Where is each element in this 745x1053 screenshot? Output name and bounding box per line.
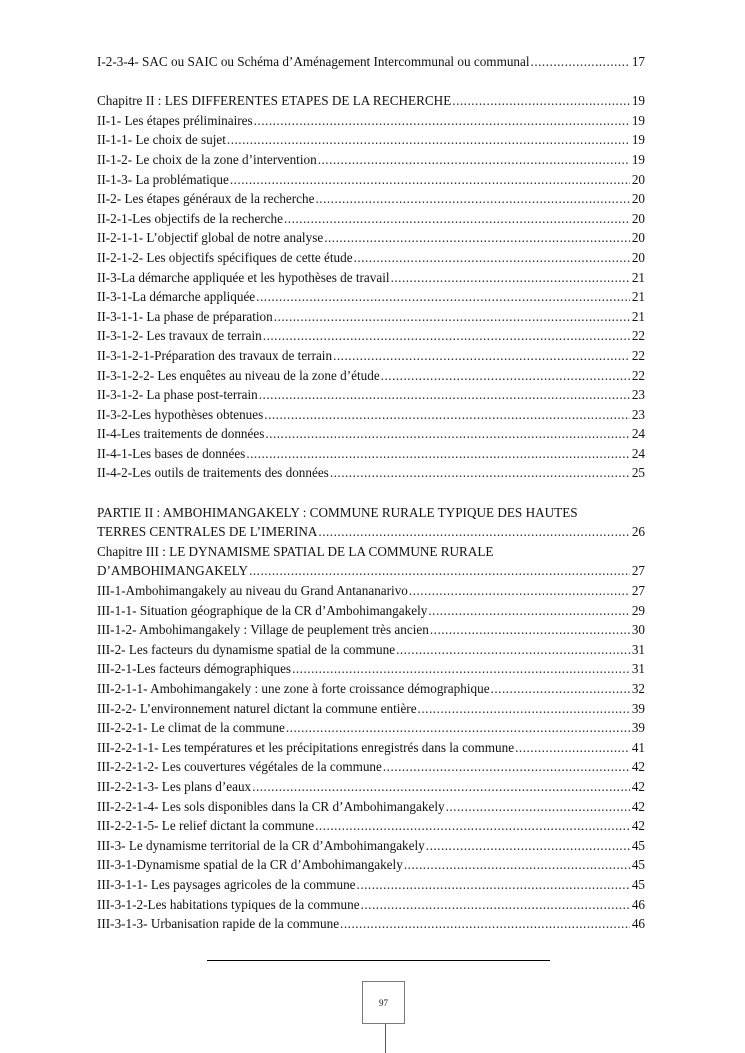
toc-entry-title: II-3-1-2- La phase post-terrain [97,387,258,403]
toc-entry-title: III-1-Ambohimangakely au niveau du Grand Antananarivo [97,583,408,599]
toc-entry-page: 17 [631,54,645,69]
toc-heading-line: PARTIE II : AMBOHIMANGAKELY : COMMUNE RURALE TYPIQUE DES HAUTES [97,504,578,520]
toc-leader-dots [333,346,630,366]
toc-entry-page: 42 [631,759,645,775]
toc-entry-page: 45 [631,857,645,873]
toc-entry-page: 23 [631,387,645,403]
toc-entry-page: 45 [631,837,645,853]
toc-entry-title: I-2-3-4- SAC ou SAIC ou Schéma d’Aménagement Intercommunal ou communal [97,54,530,69]
toc-entry-page: 27 [631,563,645,579]
toc-entry-title: III-2-2-1-1- Les températures et les précipitations enregistrés dans la commune [97,739,515,755]
toc-leader-dots [230,170,630,190]
toc-entry-title: III-2-2-1-3- Les plans d’eaux [97,778,252,794]
toc-entry[interactable] [97,405,645,425]
toc-entry-page: 31 [631,661,645,677]
toc-entry-page: 23 [631,406,645,422]
toc-entry[interactable] [97,836,645,856]
toc-entry-page: 46 [631,896,645,912]
table-of-contents [97,52,645,934]
toc-entry-page: 32 [631,681,645,696]
toc-entry-title: II-4-2-Les outils de traitements des données [97,465,329,481]
toc-entry-page: 29 [631,602,645,618]
toc-entry-page: 21 [631,289,645,305]
toc-entry-title: III-1-2- Ambohimangakely : Village de peuplement très ancien [97,622,429,638]
toc-entry-page: 30 [631,622,645,638]
toc-entry-title: II-4-Les traitements de données [97,426,265,442]
toc-entry[interactable] [97,895,645,915]
toc-entry-title: II-3-1-1- La phase de préparation [97,308,273,324]
toc-entry[interactable] [97,561,645,581]
toc-entry-page: 20 [631,249,645,265]
toc-entry[interactable] [97,679,645,699]
toc-entry-page: 27 [631,583,645,599]
toc-leader-dots [274,307,630,327]
toc-leader-dots [318,522,629,542]
toc-spacer [97,72,645,92]
toc-leader-dots [265,424,629,444]
toc-entry-page: 19 [631,151,645,167]
footer-line [385,1024,386,1053]
toc-leader-dots [340,914,630,934]
toc-entry[interactable] [97,659,645,679]
toc-entry-page: 20 [631,171,645,187]
toc-leader-dots [426,836,630,856]
toc-leader-dots [324,228,630,248]
toc-leader-dots [249,561,630,581]
toc-entry-title: II-4-1-Les bases de données [97,445,246,461]
toc-leader-dots [531,52,630,72]
toc-entry[interactable] [97,444,645,464]
toc-entry[interactable] [97,699,645,719]
toc-entry-title: Chapitre II : LES DIFFERENTES ETAPES DE LA RECHERCHE [97,93,452,109]
toc-entry-page: 39 [631,720,645,736]
toc-entry-page: 42 [631,778,645,794]
toc-entry[interactable] [97,424,645,444]
toc-entry[interactable] [97,287,645,307]
toc-entry[interactable] [97,875,645,895]
toc-entry[interactable] [97,601,645,621]
toc-entry-page: 22 [631,367,645,383]
toc-leader-dots [227,130,630,150]
toc-entry[interactable] [97,777,645,797]
toc-entry[interactable] [97,522,645,542]
toc-entry-page: 20 [631,191,645,207]
footer-rule [207,960,550,961]
toc-leader-dots [315,816,630,836]
toc-leader-dots [357,875,630,895]
toc-entry-title: II-2-1-Les objectifs de la recherche [97,210,283,226]
toc-entry-title: II-3-1-2-1-Préparation des travaux de terrain [97,347,333,363]
toc-entry[interactable] [97,620,645,640]
toc-leader-dots [254,111,630,131]
toc-leader-dots [491,679,630,699]
toc-entry-title: III-3-1-1- Les paysages agricoles de la commune [97,876,356,892]
toc-entry[interactable] [97,150,645,170]
toc-entry-title: II-3-1-2-2- Les enquêtes au niveau de la zone d’étude [97,367,380,383]
toc-entry-title: III-2-1-Les facteurs démographiques [97,661,292,677]
toc-entry-page: 22 [631,347,645,363]
toc-entry-title: II-1-1- Le choix de sujet [97,132,226,148]
toc-entry-title: II-3-1-2- Les travaux de terrain [97,328,262,344]
toc-leader-dots [409,581,630,601]
toc-entry-title: II-3-1-La démarche appliquée [97,289,256,305]
toc-leader-dots [515,738,630,758]
toc-entry-title: II-2-1-2- Les objectifs spécifiques de cette étude [97,249,353,265]
toc-leader-dots [354,248,630,268]
toc-entry-title: II-1- Les étapes préliminaires [97,112,253,128]
toc-entry[interactable] [97,130,645,150]
toc-entry[interactable] [97,463,645,483]
toc-entry[interactable] [97,189,645,209]
toc-leader-dots [361,895,630,915]
toc-entry[interactable] [97,111,645,131]
toc-entry[interactable] [97,914,645,934]
toc-entry-page: 21 [631,308,645,324]
toc-leader-dots [292,659,630,679]
toc-entry[interactable] [97,170,645,190]
toc-leader-dots [383,757,630,777]
toc-entry-page: 39 [631,700,645,716]
toc-entry[interactable] [97,307,645,327]
toc-entry-title: II-3-La démarche appliquée et les hypothèses de travail [97,269,390,285]
toc-entry-title: II-2- Les étapes généraux de la recherche [97,191,315,207]
toc-leader-dots [263,326,630,346]
toc-entry-page: 19 [631,93,645,109]
toc-leader-dots [428,601,629,621]
toc-entry-title: III-3-1-3- Urbanisation rapide de la commune [97,916,340,932]
toc-leader-dots [252,777,630,797]
toc-entry[interactable] [97,816,645,836]
page-number: 97 [362,981,405,1024]
toc-entry-page: 24 [631,426,645,442]
toc-entry-title: TERRES CENTRALES DE L’IMERINA [97,524,318,540]
toc-entry[interactable] [97,52,645,72]
toc-leader-dots [256,287,630,307]
toc-entry[interactable] [97,268,645,288]
toc-entry[interactable] [97,366,645,386]
toc-leader-dots [430,620,630,640]
toc-entry-title: III-3-1-2-Les habitations typiques de la commune [97,896,360,912]
toc-entry-title: II-1-3- La problématique [97,171,229,187]
toc-entry[interactable] [97,640,645,660]
toc-entry-page: 20 [631,210,645,226]
toc-entry-title: III-2-1-1- Ambohimangakely : une zone à forte croissance démographique [97,681,490,696]
toc-leader-dots [330,463,630,483]
toc-entry-title: II-3-2-Les hypothèses obtenues [97,406,264,422]
toc-entry[interactable] [97,757,645,777]
toc-entry[interactable] [97,385,645,405]
toc-entry-title: III-2-2-1-5- Le relief dictant la commune [97,818,315,834]
toc-leader-dots [264,405,630,425]
toc-entry[interactable] [97,248,645,268]
toc-entry-page: 22 [631,328,645,344]
toc-entry-title: III-2- Les facteurs du dynamisme spatial de la commune [97,641,396,657]
toc-entry-page: 31 [631,641,645,657]
toc-entry[interactable] [97,718,645,738]
toc-entry-title: D’AMBOHIMANGAKELY [97,563,249,579]
toc-heading-line: Chapitre III : LE DYNAMISME SPATIAL DE LA COMMUNE RURALE [97,543,494,559]
toc-entry-page: 21 [631,269,645,285]
toc-leader-dots [391,268,630,288]
toc-entry-title: III-1-1- Situation géographique de la CR d’Ambohimangakely [97,602,428,618]
toc-leader-dots [404,855,630,875]
toc-leader-dots [381,366,630,386]
toc-entry-page: 42 [631,818,645,834]
toc-leader-dots [315,189,629,209]
toc-entry[interactable] [97,209,645,229]
toc-entry-page: 26 [631,524,645,540]
toc-entry[interactable] [97,581,645,601]
toc-entry-page: 20 [631,230,645,246]
toc-leader-dots [446,797,630,817]
toc-leader-dots [284,209,630,229]
toc-leader-dots [246,444,630,464]
toc-entry-page: 45 [631,876,645,892]
toc-leader-dots [318,150,630,170]
toc-entry[interactable] [97,91,645,111]
toc-entry[interactable] [97,346,645,366]
toc-leader-dots [396,640,630,660]
toc-entry-title: III-2-2- L’environnement naturel dictant la commune entière [97,700,417,716]
toc-entry-title: III-3- Le dynamisme territorial de la CR d’Ambohimangakely [97,837,425,853]
toc-entry[interactable] [97,797,645,817]
toc-entry[interactable] [97,228,645,248]
toc-entry-title: III-2-2-1-2- Les couvertures végétales de la commune [97,759,382,775]
toc-entry-page: 41 [631,739,645,755]
toc-entry-page: 19 [631,112,645,128]
toc-entry-title: III-2-2-1-4- Les sols disponibles dans la CR d’Ambohimangakely [97,798,445,814]
toc-leader-dots [452,91,630,111]
toc-entry-title: II-1-2- Le choix de la zone d’intervention [97,151,317,167]
toc-leader-dots [418,699,630,719]
toc-entry-page: 46 [631,916,645,932]
toc-entry[interactable] [97,855,645,875]
toc-entry-title: III-2-2-1- Le climat de la commune [97,720,285,736]
toc-leader-dots [286,718,630,738]
toc-entry-page: 42 [631,798,645,814]
toc-entry[interactable] [97,326,645,346]
toc-leader-dots [259,385,630,405]
toc-entry-title: III-3-1-Dynamisme spatial de la CR d’Ambohimangakely [97,857,403,873]
toc-entry-title: II-2-1-1- L’objectif global de notre analyse [97,230,324,246]
toc-entry-page: 19 [631,132,645,148]
toc-entry[interactable] [97,738,645,758]
toc-entry-page: 25 [631,465,645,481]
toc-spacer [97,483,645,503]
toc-entry-page: 24 [631,445,645,461]
